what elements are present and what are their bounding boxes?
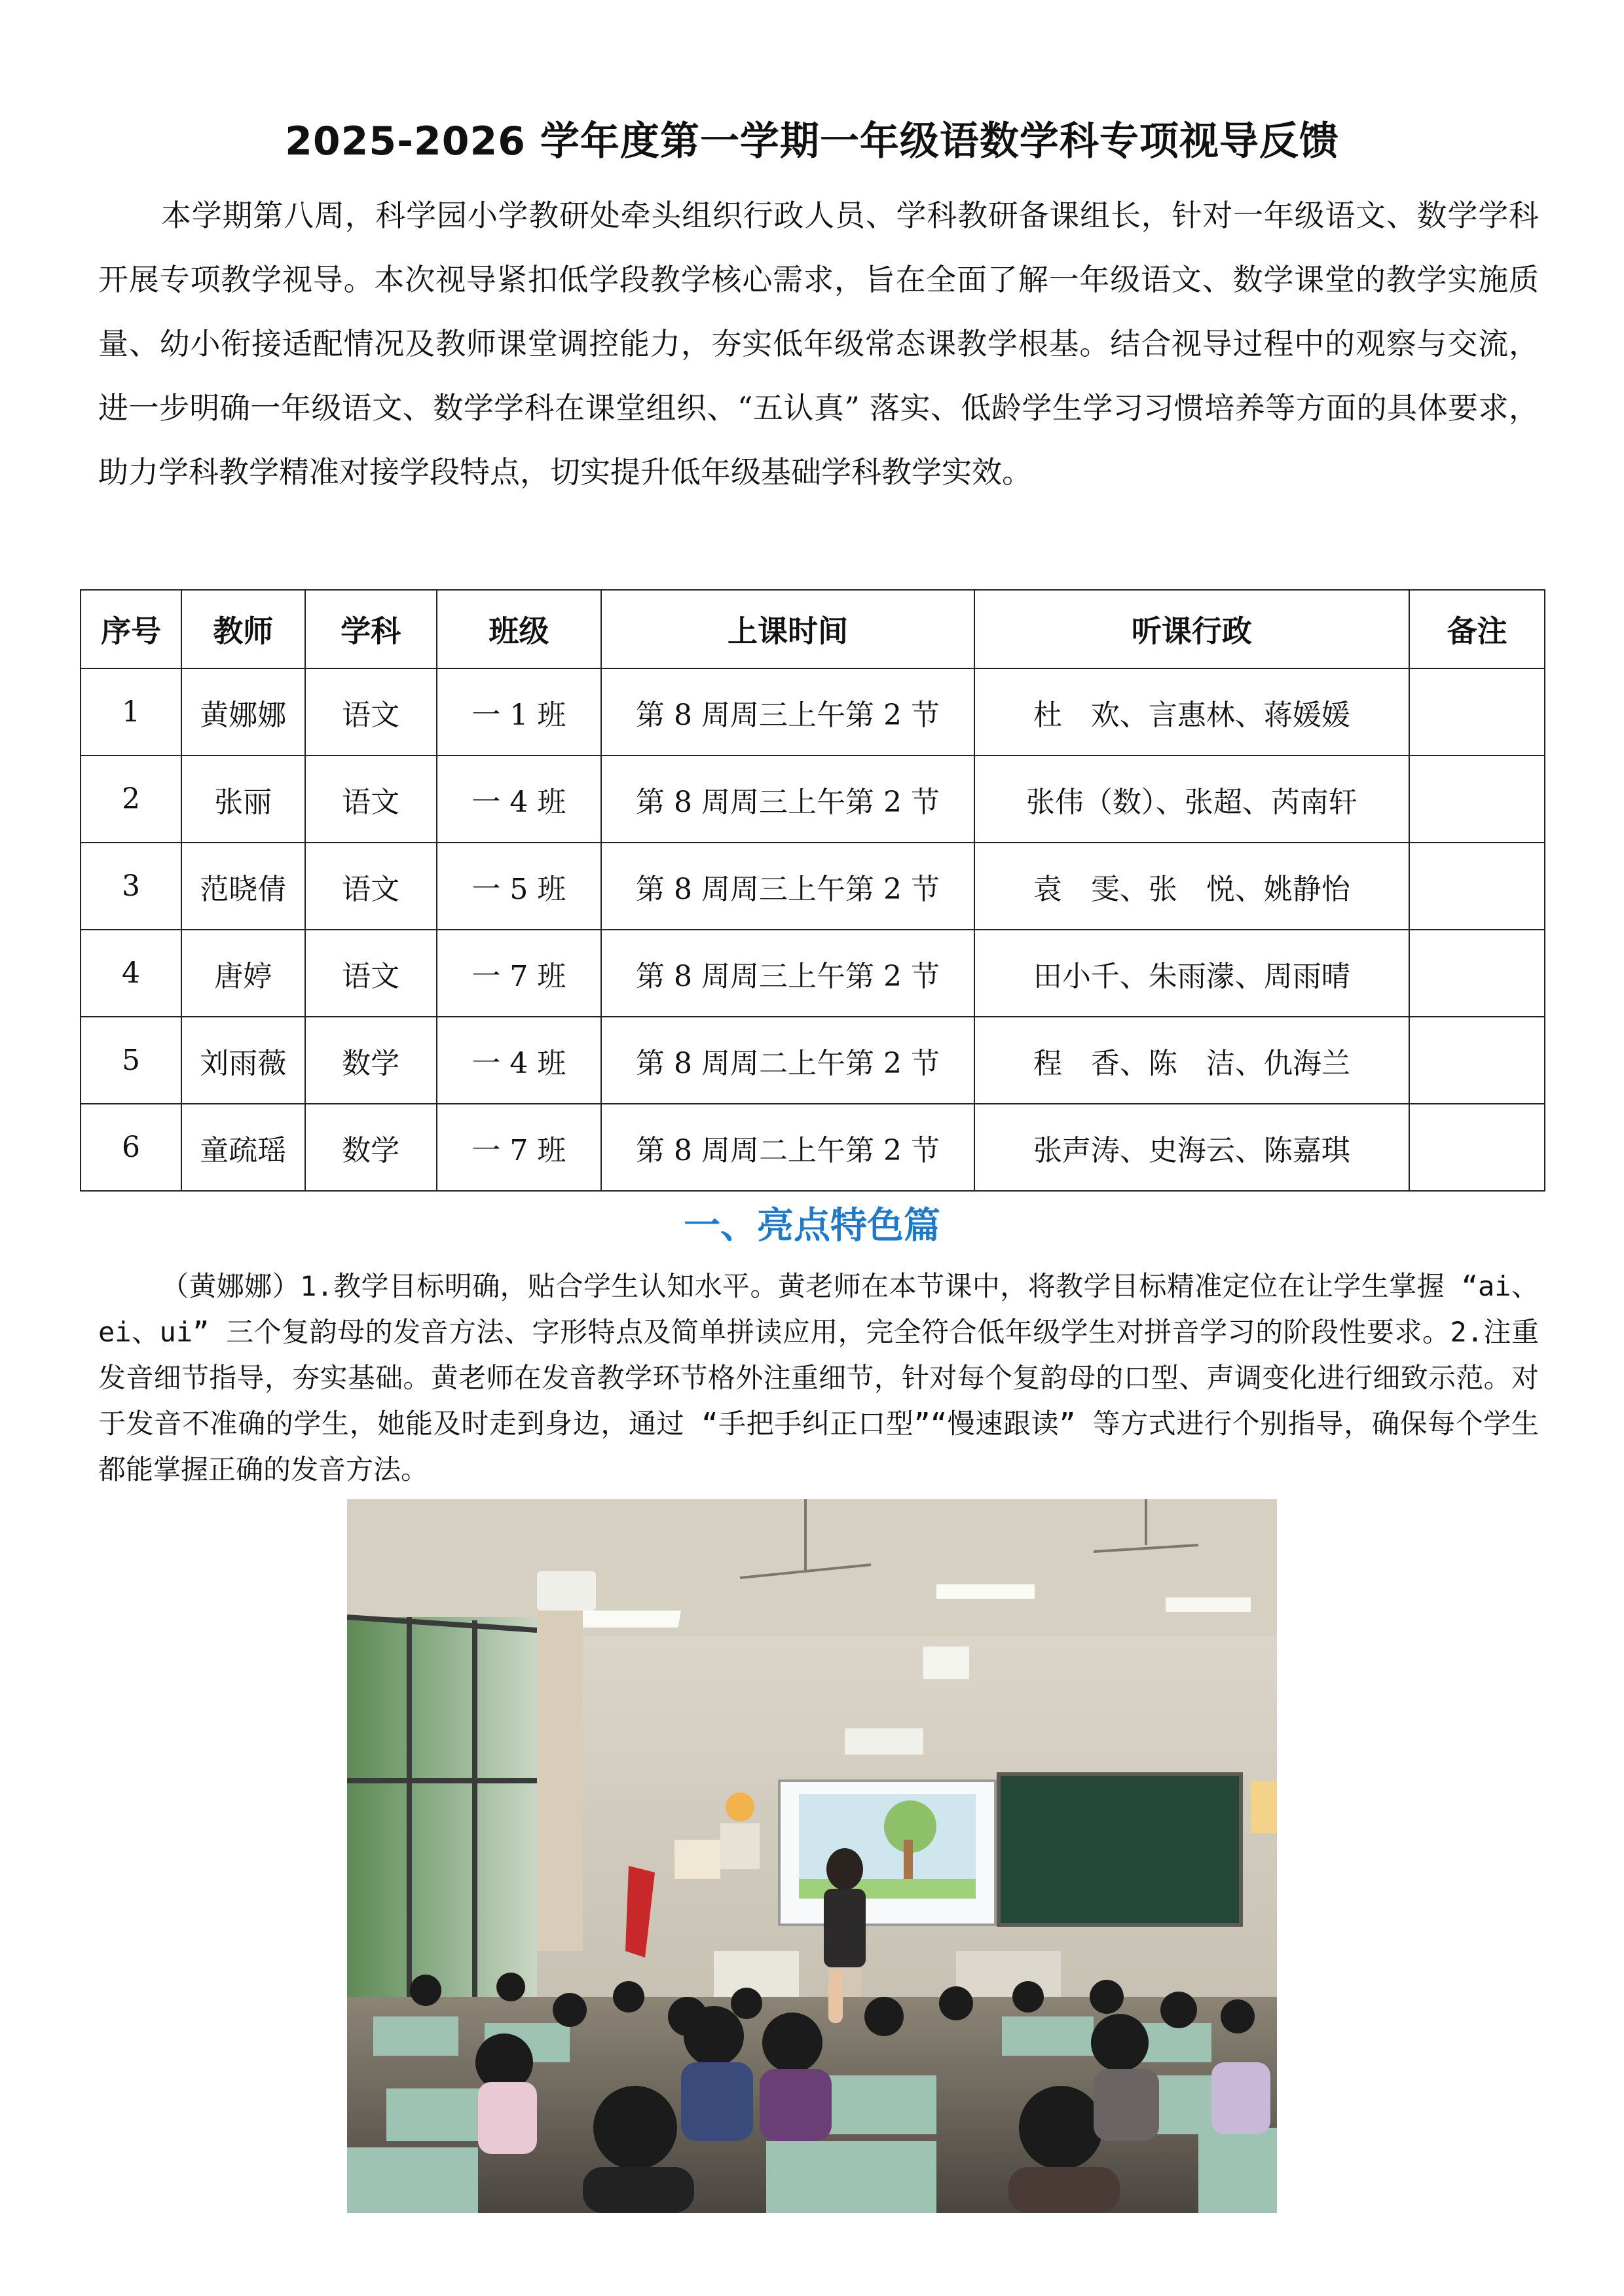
header-class: 班级 [437,590,602,668]
cell-teacher: 唐婷 [181,930,305,1017]
cell-time: 第 8 周周三上午第 2 节 [601,668,974,756]
cell-time: 第 8 周周三上午第 2 节 [601,930,974,1017]
table-row [81,668,1545,756]
header-subject: 学科 [305,590,437,668]
cell-class: 一 7 班 [437,1104,602,1191]
classroom-photo [347,1499,1277,2213]
header-index: 序号 [81,590,181,668]
table-row [81,930,1545,1017]
cell-class: 一 7 班 [437,930,602,1017]
table-row [81,1017,1545,1104]
cell-class: 一 1 班 [437,668,602,756]
cell-subject: 语文 [305,843,437,930]
header-teacher: 教师 [181,590,305,668]
cell-index: 4 [81,930,181,1017]
cell-class: 一 4 班 [437,1017,602,1104]
cell-subject: 语文 [305,756,437,843]
document-title: 2025-2026 学年度第一学期一年级语数学科专项视导反馈 [285,118,1339,164]
cell-notes [1409,1017,1545,1104]
cell-teacher: 刘雨薇 [181,1017,305,1104]
cell-index: 2 [81,756,181,843]
cell-time: 第 8 周周二上午第 2 节 [601,1104,974,1191]
cell-teacher: 童疏瑶 [181,1104,305,1191]
table-header-row [81,590,1545,668]
cell-observers: 田小千、朱雨濛、周雨晴 [974,930,1409,1017]
cell-teacher: 张丽 [181,756,305,843]
cell-index: 6 [81,1104,181,1191]
cell-class: 一 5 班 [437,843,602,930]
cell-subject: 数学 [305,1017,437,1104]
cell-subject: 语文 [305,930,437,1017]
cell-subject: 数学 [305,1104,437,1191]
cell-class: 一 4 班 [437,756,602,843]
cell-time: 第 8 周周三上午第 2 节 [601,756,974,843]
cell-notes [1409,930,1545,1017]
header-notes: 备注 [1409,590,1545,668]
table-row [81,1104,1545,1191]
cell-observers: 程 香、陈 洁、仇海兰 [974,1017,1409,1104]
cell-index: 3 [81,843,181,930]
highlight-paragraph: （黄娜娜）1.教学目标明确，贴合学生认知水平。黄老师在本节课中，将教学目标精准定位在让学生掌握 “ai、ei、ui” 三个复韵母的发音方法、字形特点及简单拼读应用，完全符合低年级学生对拼音学习的阶段性要求。2.注重发音细节指导，夯实基础。黄老师在发音教学环节格外注重细节，针对每个复韵母的口型、声调变化进行细致示范。对于发音不准确的学生，她能及时走到身边，通过 “手把手纠正口型”“慢速跟读” 等方式进行个别指导，确保每个学生都能掌握正确的发音方法。 [98,1270,1539,1485]
cell-observers: 杜 欢、言惠林、蒋媛媛 [974,668,1409,756]
observation-schedule-table [80,589,1545,1192]
cell-subject: 语文 [305,668,437,756]
cell-time: 第 8 周周三上午第 2 节 [601,843,974,930]
cell-observers: 张声涛、史海云、陈嘉琪 [974,1104,1409,1191]
cell-observers: 张伟（数）、张超、芮南轩 [974,756,1409,843]
cell-time: 第 8 周周二上午第 2 节 [601,1017,974,1104]
cell-notes [1409,1104,1545,1191]
header-time: 上课时间 [601,590,974,668]
table-row [81,843,1545,930]
header-observers: 听课行政 [974,590,1409,668]
intro-paragraph: 本学期第八周，科学园小学教研处牵头组织行政人员、学科教研备课组长，针对一年级语文、数学学科开展专项教学视导。本次视导紧扣低学段教学核心需求，旨在全面了解一年级语文、数学课堂的教学实施质量、幼小衔接适配情况及教师课堂调控能力，夯实低年级常态课教学根基。结合视导过程中的观察与交流，进一步明确一年级语文、数学学科在课堂组织、“五认真” 落实、低龄学生学习习惯培养等方面的具体要求，助力学科教学精准对接学段特点，切实提升低年级基础学科教学实效。 [98,198,1539,490]
cell-teacher: 黄娜娜 [181,668,305,756]
cell-observers: 袁 雯、张 悦、姚静怡 [974,843,1409,930]
cell-index: 1 [81,668,181,756]
cell-notes [1409,756,1545,843]
cell-teacher: 范晓倩 [181,843,305,930]
cell-index: 5 [81,1017,181,1104]
section-heading-highlights: 一、亮点特色篇 [684,1205,940,1247]
cell-notes [1409,843,1545,930]
table-row [81,756,1545,843]
cell-notes [1409,668,1545,756]
